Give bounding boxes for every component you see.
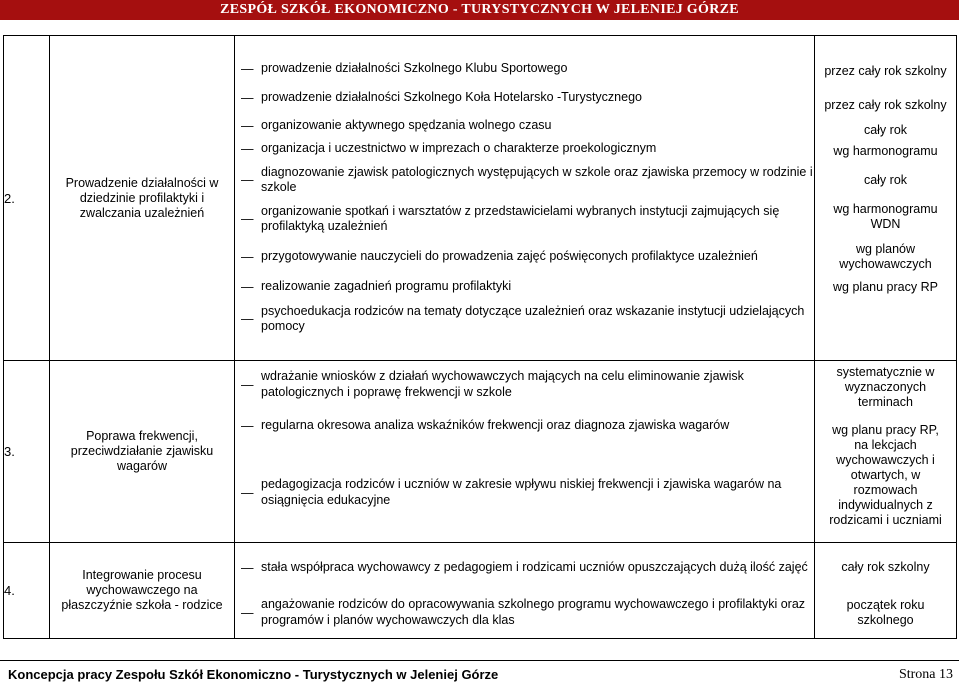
section-number: 3.: [4, 361, 50, 543]
task-item: — stała współpraca wychowawcy z pedagogiem i rodzicami uczniów opuszczających dużą ilość zajęć: [235, 546, 814, 590]
timing-item: wg planu pracy RP: [833, 279, 938, 294]
task-item: — psychoedukacja rodziców na tematy dotyczące uzależnień oraz wskazanie instytucji udzielających pomocy: [235, 299, 814, 339]
task-item: — wdrażanie wniosków z działań wychowawczych mających na celu eliminowanie zjawisk patologicznych i poprawę frekwencji w szkole: [235, 363, 814, 407]
timing-item: cały rok: [863, 122, 908, 137]
section-area: Prowadzenie działalności w dziedzinie profilaktyki i zwalczania uzależnień: [50, 36, 235, 361]
task-item: — prowadzenie działalności Szkolnego Klubu Sportowego: [235, 57, 814, 81]
timing-item: cały rok szkolny: [841, 560, 930, 574]
timing-item: wg planów wychowawczych: [839, 242, 932, 271]
timing-item: przez cały rok szkolny: [824, 97, 947, 112]
task-list: [235, 543, 815, 639]
dash-bullet: —: [241, 119, 254, 133]
task-item: — przygotowywanie nauczycieli do prowadzenia zajęć poświęconych profilaktyce uzależnień: [235, 239, 814, 275]
section-number: 2.: [4, 36, 50, 361]
dash-bullet: —: [241, 91, 254, 105]
footer-title: Koncepcja pracy Zespołu Szkół Ekonomiczno - Turystycznych w Jeleniej Górze: [8, 667, 499, 682]
dash-bullet: —: [241, 605, 254, 620]
header-title: ZESPÓŁ SZKÓŁ EKONOMICZNO - TURYSTYCZNYCH W JELENIEJ GÓRZE: [220, 2, 739, 17]
task-item: — diagnozowanie zjawisk patologicznych występujących w szkole oraz zjawiska przemocy w rodzinie i szkole: [235, 161, 814, 199]
section-row-3: [4, 361, 957, 543]
task-item: — regularna okresowa analiza wskaźników frekwencji oraz diagnoza zjawiska wagarów: [235, 407, 814, 445]
task-item: — pedagogizacja rodziców i uczniów w zakresie wpływu niskiej frekwencji i zjawiska wagarów na osiągnięcia edukacyjne: [235, 445, 814, 541]
dash-bullet: —: [241, 418, 254, 433]
task-item: — realizowanie zagadnień programu profilaktyki: [235, 275, 814, 299]
timing-item: wg harmonogramu: [833, 143, 938, 158]
task-item: — prowadzenie działalności Szkolnego Koła Hotelarsko -Turystycznego: [235, 81, 814, 115]
dash-bullet: —: [241, 173, 254, 187]
footer-divider: [0, 660, 959, 661]
dash-bullet: —: [241, 485, 254, 500]
dash-bullet: —: [241, 377, 254, 392]
timing-item: wg planu pracy RP, na lekcjach wychowawczych i otwartych, w rozmowach indywidualnych z rodzicami i uczniami: [829, 423, 942, 527]
timing-item: przez cały rok szkolny: [824, 63, 947, 78]
plan-table: [3, 35, 957, 639]
section-row-4: [4, 543, 957, 639]
timing-item: wg harmonogramu WDN: [833, 202, 938, 231]
section-area: Integrowanie procesu wychowawczego na płaszczyźnie szkoła - rodzice: [50, 543, 235, 639]
dash-bullet: —: [241, 560, 254, 575]
section-number: 4.: [4, 543, 50, 639]
timing-list: [815, 361, 957, 543]
timing-item: systematycznie w wyznaczonych terminach: [836, 365, 935, 409]
dash-bullet: —: [241, 312, 254, 326]
dash-bullet: —: [241, 212, 254, 226]
page-number: Strona 13: [898, 667, 953, 682]
section-area: Poprawa frekwencji, przeciwdziałanie zjawisku wagarów: [50, 361, 235, 543]
section-row-2: [4, 36, 957, 361]
task-item: — angażowanie rodziców do opracowywania szkolnego programu wychowawczego i profilaktyki oraz programów i planów wychowawczych dla klas: [235, 590, 814, 636]
timing-item: początek roku szkolnego: [846, 597, 925, 627]
task-item: — organizowanie aktywnego spędzania wolnego czasu: [235, 115, 814, 137]
dash-bullet: —: [241, 142, 254, 156]
timing-list: [815, 36, 957, 361]
dash-bullet: —: [241, 280, 254, 294]
page-header-banner: [0, 0, 959, 20]
task-item: — organizacja i uczestnictwo w imprezach o charakterze proekologicznym: [235, 137, 814, 161]
dash-bullet: —: [241, 250, 254, 264]
timing-list: [815, 543, 957, 639]
dash-bullet: —: [241, 62, 254, 76]
timing-item: cały rok: [863, 172, 908, 187]
task-item: — organizowanie spotkań i warsztatów z przedstawicielami wybranych instytucji zajmujących się profilaktyką uzależnień: [235, 199, 814, 239]
task-list: [235, 361, 815, 543]
task-list: [235, 36, 815, 361]
